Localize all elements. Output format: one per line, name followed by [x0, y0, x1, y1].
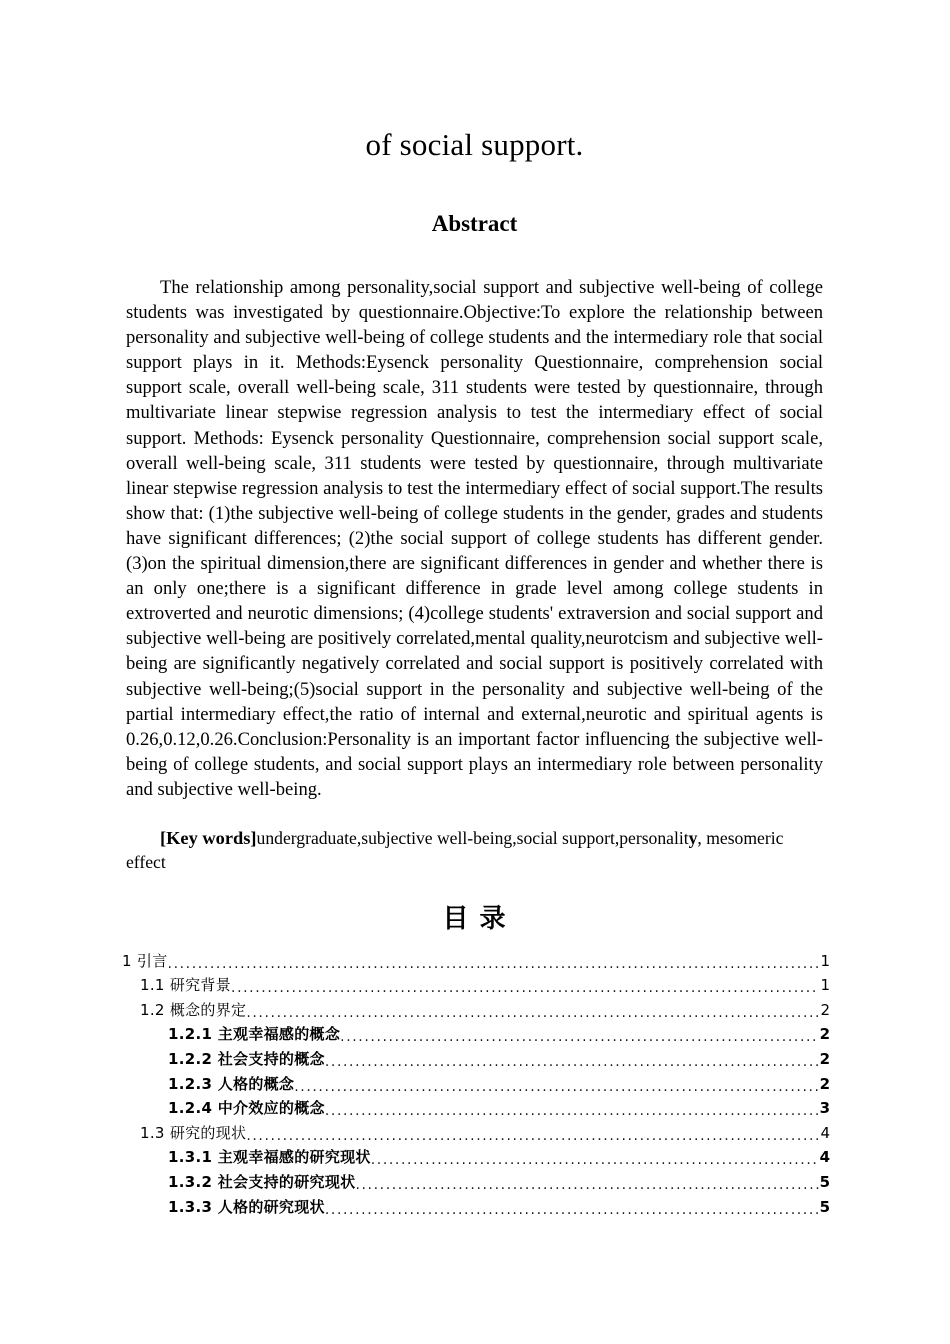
toc-entry[interactable] — [118, 1167, 830, 1192]
toc-entry-page-number: 4 — [820, 1123, 830, 1142]
toc-entry[interactable] — [118, 946, 830, 971]
toc-dot-leader — [246, 1003, 819, 1019]
toc-entry[interactable] — [118, 1192, 830, 1217]
table-of-contents-list — [118, 946, 830, 1217]
toc-dot-leader — [231, 978, 819, 994]
toc-dot-leader — [168, 954, 820, 970]
toc-entry-label: 1.2.1 主观幸福感的概念 — [168, 1025, 341, 1044]
toc-entry-label: 1 引言 — [122, 951, 168, 970]
keywords-value-part2: , mesomeric effect — [126, 828, 784, 872]
toc-entry-label: 1.3.1 主观幸福感的研究现状 — [168, 1148, 371, 1167]
toc-entry[interactable] — [118, 1143, 830, 1168]
toc-entry[interactable] — [118, 1118, 830, 1143]
toc-entry-label: 1.1 研究背景 — [140, 976, 232, 995]
toc-entry-page-number: 5 — [819, 1197, 830, 1216]
toc-dot-leader — [246, 1126, 819, 1142]
toc-entry-page-number: 2 — [819, 1074, 830, 1093]
toc-entry-label: 1.3.2 社会支持的研究现状 — [168, 1172, 356, 1191]
toc-entry[interactable] — [118, 1094, 830, 1119]
keywords-label: [Key words] — [160, 828, 257, 848]
toc-entry-page-number: 4 — [819, 1148, 830, 1167]
toc-entry-label: 1.3.3 人格的研究现状 — [168, 1197, 325, 1216]
toc-entry-page-number: 2 — [819, 1049, 830, 1068]
toc-dot-leader — [325, 1200, 819, 1216]
toc-entry[interactable] — [118, 971, 830, 996]
document-title: of social support. — [365, 127, 584, 162]
abstract-heading: Abstract — [431, 211, 518, 236]
toc-entry-label: 1.2.4 中介效应的概念 — [168, 1099, 325, 1118]
toc-entry-page-number: 3 — [819, 1099, 830, 1118]
toc-entry-label: 1.2.2 社会支持的概念 — [168, 1049, 325, 1068]
toc-entry-label: 1.2 概念的界定 — [140, 1000, 247, 1019]
toc-dot-leader — [355, 1175, 818, 1191]
toc-entry-page-number: 2 — [820, 1000, 830, 1019]
toc-dot-leader — [371, 1150, 819, 1166]
table-of-contents-heading: 目 录 — [442, 904, 507, 934]
keywords-line — [126, 826, 823, 874]
toc-entry-label: 1.3 研究的现状 — [140, 1123, 247, 1142]
keywords-value-bold-char: y — [688, 828, 698, 848]
toc-entry[interactable] — [118, 1069, 830, 1094]
toc-dot-leader — [294, 1077, 818, 1093]
toc-entry-page-number: 1 — [820, 976, 830, 995]
toc-dot-leader — [325, 1101, 819, 1117]
keywords-value-part1: undergraduate,subjective well-being,social support,personalit — [256, 828, 689, 848]
toc-entry-page-number: 5 — [819, 1172, 830, 1191]
toc-entry-page-number: 1 — [820, 951, 830, 970]
toc-dot-leader — [325, 1052, 819, 1068]
toc-entry[interactable] — [118, 1044, 830, 1069]
toc-entry[interactable] — [118, 995, 830, 1020]
toc-entry[interactable] — [118, 1020, 830, 1045]
abstract-body-text: The relationship among personality,social support and subjective well-being of college students was investigated by questionnaire.Objective:To explore the relationship between personality and subjective well-being of college students and the intermediary role that social support plays in it. Methods:Eysenck personality Questionnaire, comprehension social support scale, overall well-being scale, 311 students were tested by questionnaire, through multivariate linear stepwise regression analysis to test the intermediary effect of social support. Methods: Eysenck personality Questionnaire, comprehension social support scale, overall well-being scale, 311 students were tested by questionnaire, through multivariate linear stepwise regression analysis to test the intermediary effect of social support.The results show that: (1)the subjective well-being of college students in the gender, grades and students have significant differences; (2)the social support of college students has different gender. (3)on the spiritual dimension,there are significant differences in gender and whether there is an only one;there is a significant difference in grade level among college students in extroverted and neurotic dimensions; (4)college students' extraversion and social support and subjective well-being are positively correlated,mental quality,neurotcism and subjective well-being are significantly negatively correlated and social support is positively correlated with subjective well-being;(5)social support in the personality and subjective well-being of the partial intermediary effect,the ratio of internal and external,neurotic and spiritual agents is 0.26,0.12,0.26.Conclusion:Personality is an important factor influencing the subjective well-being of college students, and social support plays an intermediary role between personality and subjective well-being. — [126, 277, 823, 800]
toc-dot-leader — [340, 1027, 818, 1043]
toc-entry-page-number: 2 — [819, 1025, 830, 1044]
toc-entry-label: 1.2.3 人格的概念 — [168, 1074, 295, 1093]
